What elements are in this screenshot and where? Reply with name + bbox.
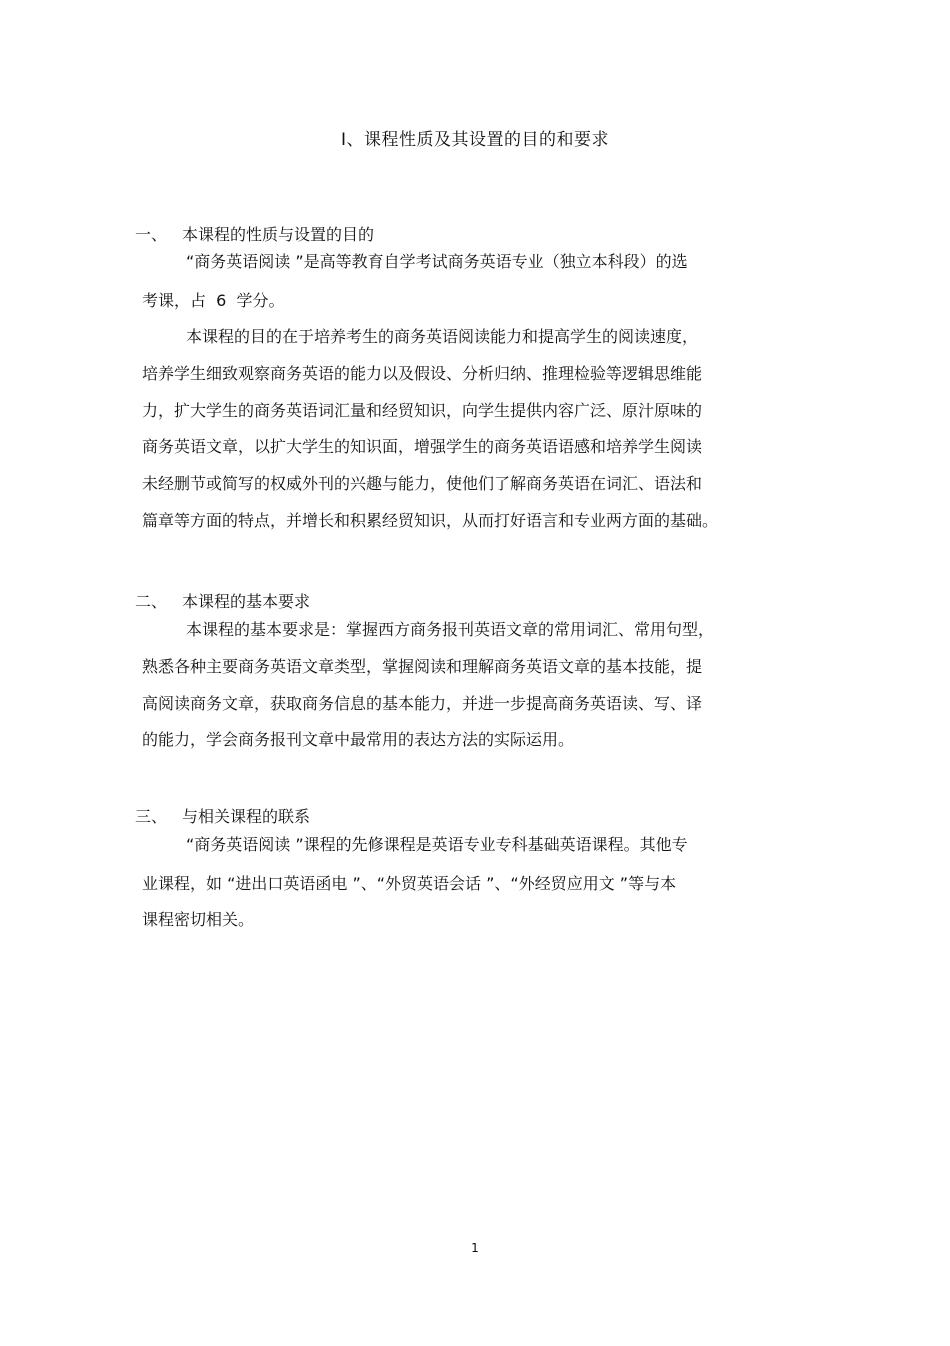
paragraph-line: 培养学生细致观察商务英语的能力以及假设、分析归纳、推理检验等逻辑思维能 [142,364,703,383]
paragraph-line: 篇章等方面的特点，并增长和积累经贸知识，从而打好语言和专业两方面的基础。 [142,511,719,530]
paragraph-line: “商务英语阅读 ”课程的先修课程是英语专业专科基础英语课程。其他专 [186,835,688,854]
paragraph-line: “商务英语阅读 ”是高等教育自学考试商务英语专业（独立本科段）的选 [186,252,688,271]
section-heading-1 [135,224,374,246]
paragraph-line: 考课，占 6 学分。 [142,291,285,310]
paragraph-line: 本课程的基本要求是：掌握西方商务报刊英语文章的常用词汇、常用句型， [186,620,715,639]
paragraph-line: 课程密切相关。 [142,910,255,929]
section-heading-3 [135,806,310,828]
paragraph-line: 商务英语文章，以扩大学生的知识面，增强学生的商务英语语感和培养学生阅读 [142,437,703,456]
section-heading-text: 本课程的基本要求 [182,592,311,611]
paragraph-line: 业课程，如 “进出口英语函电 ”、“外贸英语会话 ”、“外经贸应用文 ”等与本 [142,874,677,893]
section-number: 三、 [135,807,168,826]
section-heading-2 [135,591,310,613]
paragraph-line: 的能力，学会商务报刊文章中最常用的表达方法的实际运用。 [142,730,575,749]
paragraph-line: 熟悉各种主要商务英语文章类型，掌握阅读和理解商务英语文章的基本技能，提 [142,657,703,676]
section-number: 一、 [135,225,168,244]
page-number: 1 [471,1241,479,1255]
section-number: 二、 [135,592,168,611]
paragraph-line: 未经删节或简写的权威外刊的兴趣与能力，使他们了解商务英语在词汇、语法和 [142,474,703,493]
page-title: Ⅰ、课程性质及其设置的目的和要求 [340,130,609,150]
paragraph-line: 高阅读商务文章，获取商务信息的基本能力，并进一步提高商务英语读、写、译 [142,694,703,713]
section-heading-text: 与相关课程的联系 [182,807,311,826]
paragraph-line: 力，扩大学生的商务英语词汇量和经贸知识，向学生提供内容广泛、原汁原味的 [142,401,703,420]
section-heading-text: 本课程的性质与设置的目的 [182,225,375,244]
paragraph-line: 本课程的目的在于培养考生的商务英语阅读能力和提高学生的阅读速度， [186,327,699,346]
